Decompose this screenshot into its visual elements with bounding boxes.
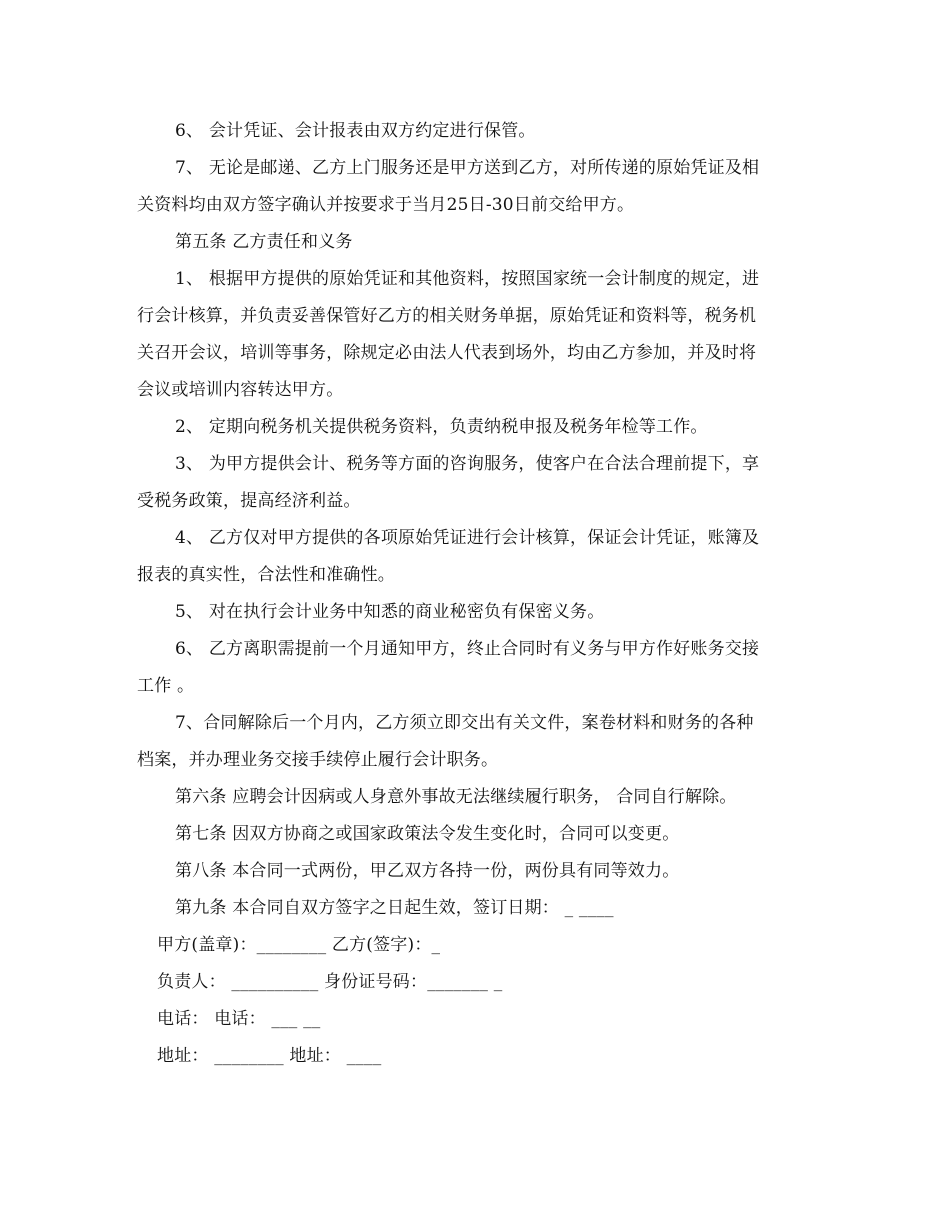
paragraph-line: 关召开会议，培训等事务，除规定必由法人代表到场外，均由乙方参加，并及时将 [137, 343, 757, 363]
paragraph-line: 1、 根据甲方提供的原始凭证和其他资料，按照国家统一会计制度的规定，进 [175, 269, 760, 289]
signature-phone-line: 电话： 电话： ___ __ [157, 1009, 321, 1029]
paragraph-line: 报表的真实性，合法性和准确性。 [137, 565, 395, 585]
paragraph-line: 5、 对在执行会计业务中知悉的商业秘密负有保密义务。 [175, 602, 605, 622]
paragraph-line: 2、 定期向税务机关提供税务资料，负责纳税申报及税务年检等工作。 [175, 417, 708, 437]
paragraph-line: 受税务政策，提高经济利益。 [137, 491, 361, 511]
clause-article-8: 第八条 本合同一式两份，甲乙双方各持一份，两份具有同等效力。 [175, 861, 680, 881]
signature-address-line: 地址： ________ 地址： ____ [157, 1046, 382, 1066]
paragraph-line: 会议或培训内容转达甲方。 [137, 380, 344, 400]
paragraph-line: 6、 乙方离职需提前一个月通知甲方，终止合同时有义务与甲方作好账务交接 [175, 639, 760, 659]
paragraph-line: 行会计核算，并负责妥善保管好乙方的相关财务单据，原始凭证和资料等，税务机 [137, 306, 757, 326]
paragraph-line: 7、合同解除后一个月内，乙方须立即交出有关文件，案卷材料和财务的各种 [175, 713, 754, 733]
signature-responsible-line: 负责人： __________ 身份证号码：_______ _ [157, 972, 503, 992]
paragraph-line: 关资料均由双方签字确认并按要求于当月25日-30日前交给甲方。 [137, 195, 635, 215]
paragraph-line: 7、 无论是邮递、乙方上门服务还是甲方送到乙方，对所传递的原始凭证及相 [175, 158, 760, 178]
paragraph-line: 4、 乙方仅对甲方提供的各项原始凭证进行会计核算，保证会计凭证，账簿及 [175, 528, 760, 548]
paragraph-line: 6、 会计凭证、会计报表由双方约定进行保管。 [175, 121, 536, 141]
section-heading: 第五条 乙方责任和义务 [175, 232, 353, 252]
paragraph-line: 档案，并办理业务交接手续停止履行会计职务。 [137, 750, 499, 770]
clause-article-9: 第九条 本合同自双方签字之日起生效，签订日期： _ ____ [175, 898, 614, 918]
signature-party-line: 甲方(盖章)：________ 乙方(签字)：_ [157, 935, 441, 955]
paragraph-line: 工作 。 [137, 676, 195, 696]
clause-article-7: 第七条 因双方协商之或国家政策法令发生变化时，合同可以变更。 [175, 824, 680, 844]
clause-article-6: 第六条 应聘会计因病或人身意外事故无法继续履行职务， 合同自行解除。 [175, 787, 737, 807]
paragraph-line: 3、 为甲方提供会计、税务等方面的咨询服务，使客户在合法合理前提下，享 [175, 454, 760, 474]
